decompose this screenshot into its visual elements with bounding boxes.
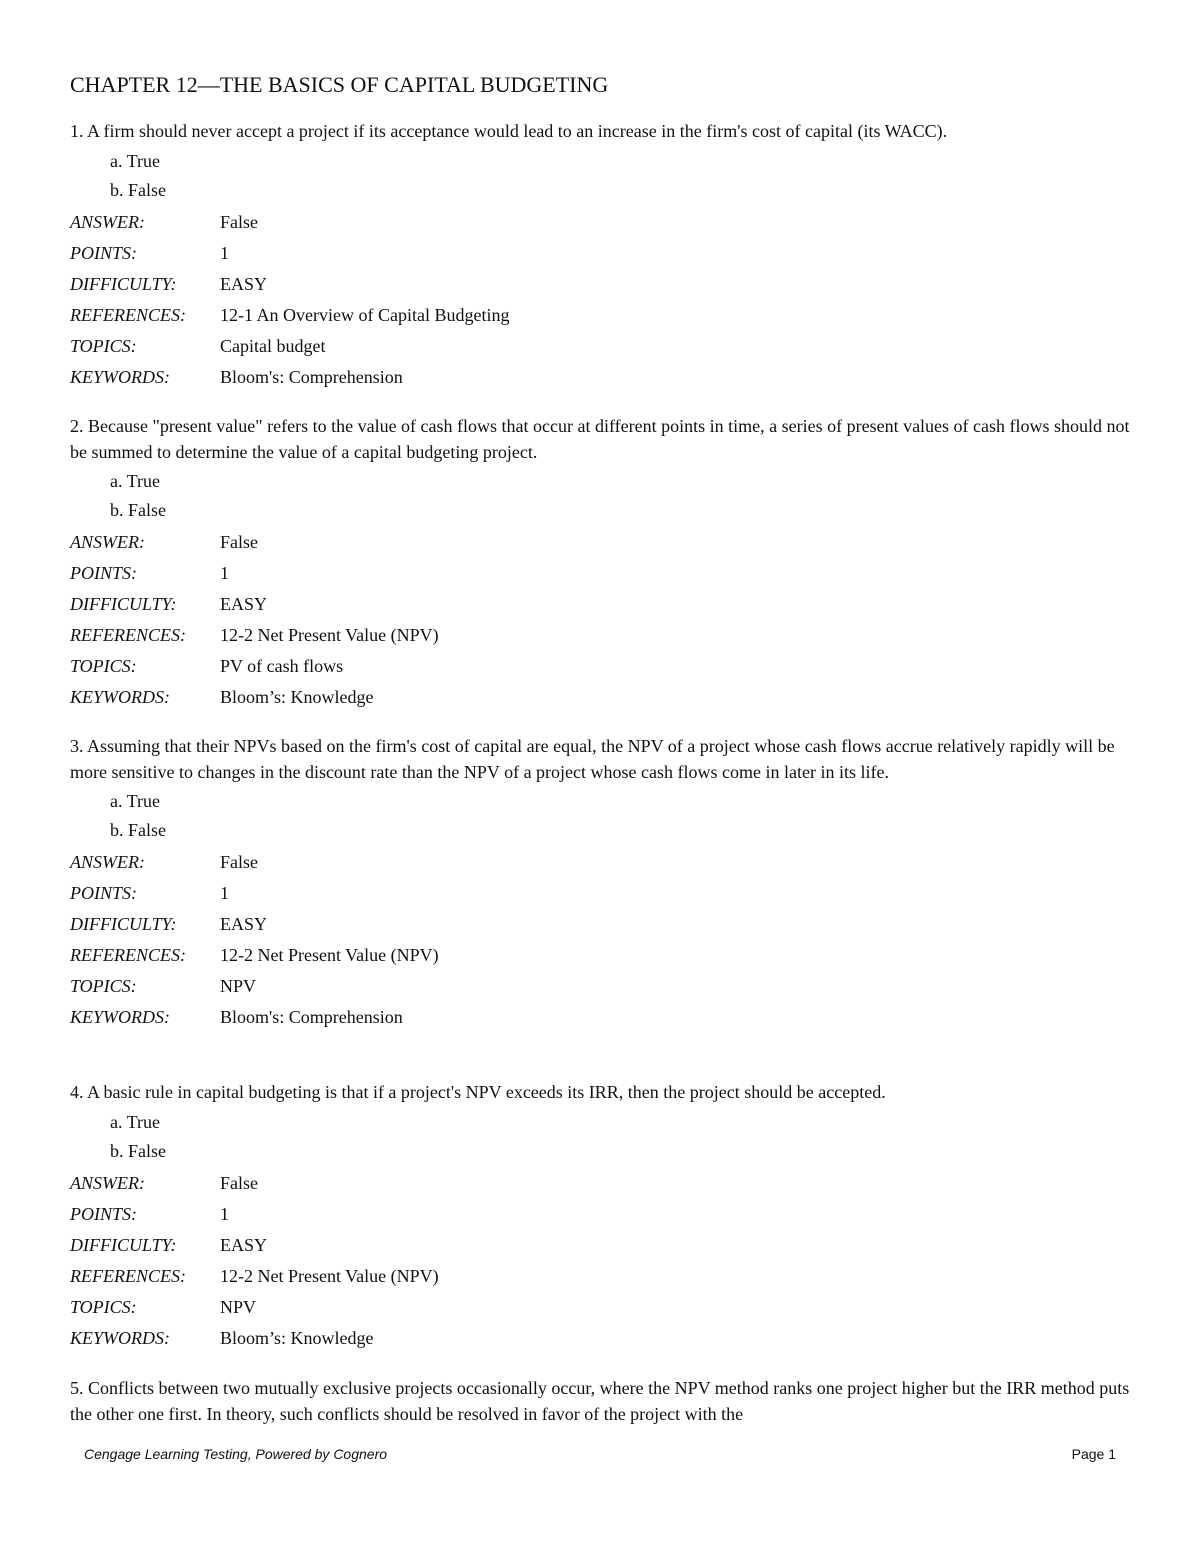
- topics-label: TOPICS:: [70, 335, 137, 356]
- question-text: 1. A firm should never accept a project if its acceptance would lead to an increase in the firm's cost of capital (its WACC).: [70, 121, 948, 141]
- points-label: POINTS:: [70, 563, 137, 583]
- option-true: a. True: [110, 1111, 161, 1132]
- question-text: 5. Conflicts between two mutually exclusive projects occasionally occur, where the NPV method ranks one project higher but the IRR method puts the other one first. In theory, such conflicts should be resolved in favor of the project with the: [70, 1378, 1130, 1424]
- answer-label: ANSWER:: [70, 532, 145, 552]
- option-false: b. False: [110, 179, 166, 200]
- answer-value: False: [220, 1172, 258, 1193]
- difficulty-value: EASY: [220, 1234, 268, 1255]
- topics-label: TOPICS:: [70, 1296, 137, 1317]
- page-number: Page 1: [1071, 1446, 1116, 1462]
- question-text: 2. Because "present value" refers to the value of cash flows that occur at different points in time, a series of present values of cash flows should not be summed to determine the value of a capital budgeting project.: [70, 416, 1130, 462]
- keywords-value: Bloom’s: Knowledge: [220, 687, 374, 707]
- keywords-label: KEYWORDS:: [70, 1007, 170, 1027]
- points-label: POINTS:: [70, 1203, 137, 1224]
- keywords-label: KEYWORDS:: [70, 687, 170, 707]
- question-5: [70, 1376, 1130, 1427]
- references-label: REFERENCES:: [70, 1265, 186, 1286]
- references-label: REFERENCES:: [70, 625, 186, 645]
- points-label: POINTS:: [70, 242, 137, 263]
- question-text: 4. A basic rule in capital budgeting is that if a project's NPV exceeds its IRR, then the project should be accepted.: [70, 1082, 886, 1102]
- answer-value: False: [220, 211, 258, 232]
- references-label: REFERENCES:: [70, 304, 186, 325]
- option-false: b. False: [110, 820, 166, 840]
- keywords-value: Bloom's: Comprehension: [220, 366, 403, 387]
- references-value: 12-2 Net Present Value (NPV): [220, 945, 439, 965]
- references-label: REFERENCES:: [70, 945, 186, 965]
- difficulty-value: EASY: [220, 273, 268, 294]
- difficulty-label: DIFFICULTY:: [70, 594, 177, 614]
- answer-value: False: [220, 852, 258, 872]
- topics-value: PV of cash flows: [220, 656, 344, 676]
- topics-value: NPV: [220, 976, 257, 996]
- question-metadata: [70, 529, 1130, 715]
- references-value: 12-2 Net Present Value (NPV): [220, 625, 439, 645]
- topics-label: TOPICS:: [70, 656, 137, 676]
- answer-label: ANSWER:: [70, 852, 145, 872]
- question-2: [70, 414, 1130, 715]
- question-metadata: [70, 849, 1130, 1035]
- option-true: a. True: [110, 471, 161, 491]
- points-label: POINTS:: [70, 883, 137, 903]
- question-metadata: [70, 1170, 1130, 1356]
- question-1: [70, 119, 1130, 395]
- difficulty-value: EASY: [220, 914, 268, 934]
- answer-label: ANSWER:: [70, 1172, 145, 1193]
- page-footer: [84, 1446, 1116, 1462]
- question-3: [70, 734, 1130, 1035]
- difficulty-label: DIFFICULTY:: [70, 914, 177, 934]
- keywords-label: KEYWORDS:: [70, 1327, 170, 1348]
- keywords-label: KEYWORDS:: [70, 366, 170, 387]
- question-text: 3. Assuming that their NPVs based on the firm's cost of capital are equal, the NPV of a project whose cash flows accrue relatively rapidly will be more sensitive to changes in the discount rate than the NPV of a project whose cash flows come in later in its life.: [70, 736, 1115, 782]
- option-true: a. True: [110, 791, 161, 811]
- option-false: b. False: [110, 1140, 166, 1161]
- points-value: 1: [220, 1203, 229, 1224]
- option-true: a. True: [110, 150, 161, 171]
- topics-label: TOPICS:: [70, 976, 137, 996]
- references-value: 12-2 Net Present Value (NPV): [220, 1265, 439, 1286]
- option-false: b. False: [110, 500, 166, 520]
- difficulty-value: EASY: [220, 594, 268, 614]
- keywords-value: Bloom’s: Knowledge: [220, 1327, 374, 1348]
- topics-value: Capital budget: [220, 335, 326, 356]
- difficulty-label: DIFFICULTY:: [70, 273, 177, 294]
- question-4: [70, 1080, 1130, 1356]
- difficulty-label: DIFFICULTY:: [70, 1234, 177, 1255]
- references-value: 12-1 An Overview of Capital Budgeting: [220, 304, 510, 325]
- keywords-value: Bloom's: Comprehension: [220, 1007, 403, 1027]
- answer-value: False: [220, 532, 258, 552]
- points-value: 1: [220, 563, 229, 583]
- question-metadata: [70, 209, 1130, 395]
- points-value: 1: [220, 242, 229, 263]
- points-value: 1: [220, 883, 229, 903]
- answer-label: ANSWER:: [70, 211, 145, 232]
- topics-value: NPV: [220, 1296, 257, 1317]
- page-title: CHAPTER 12—THE BASICS OF CAPITAL BUDGETING: [70, 72, 609, 97]
- footer-credit: Cengage Learning Testing, Powered by Cognero: [84, 1446, 388, 1462]
